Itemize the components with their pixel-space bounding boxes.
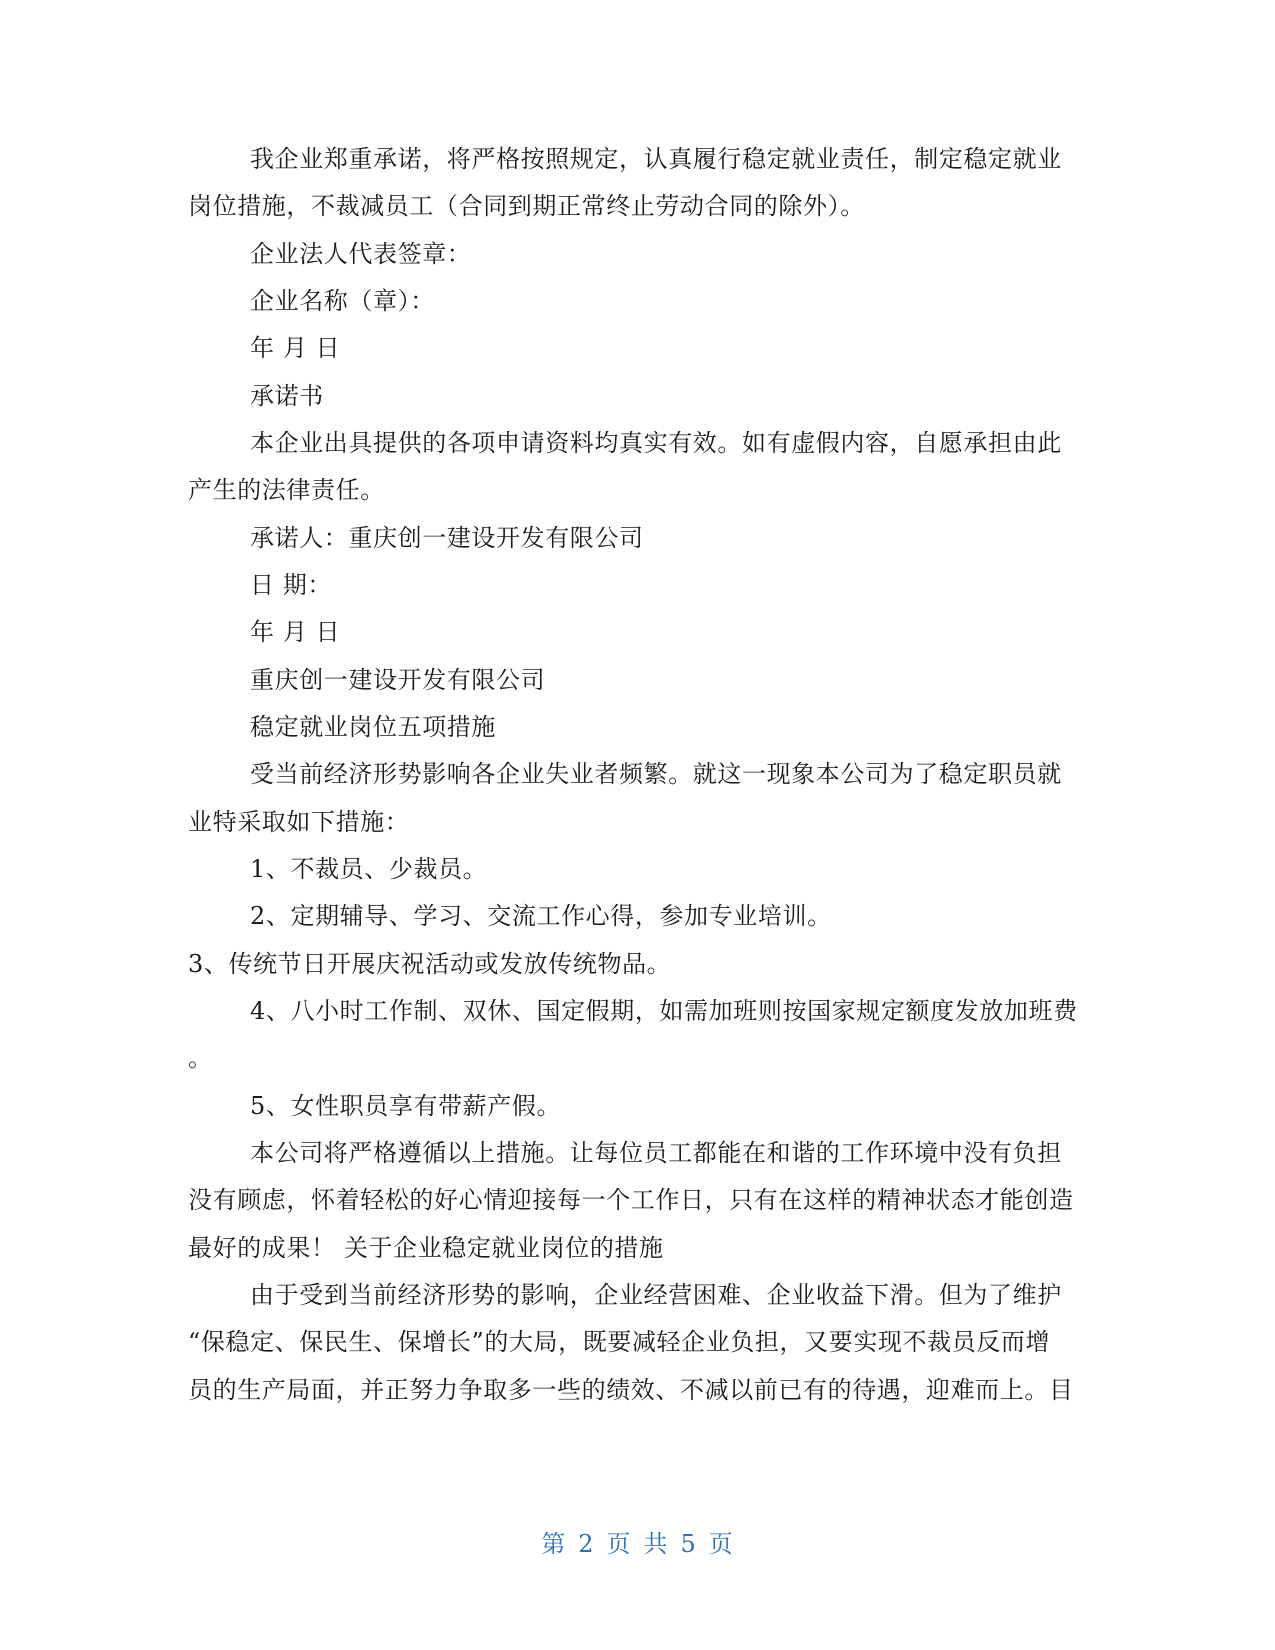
page-footer	[0, 1528, 1275, 1560]
text-line: 年 月 日	[250, 334, 341, 362]
page-total: 5	[680, 1530, 697, 1558]
text-line: 最好的成果！ 关于企业稳定就业岗位的措施	[188, 1234, 664, 1262]
text-line: 企业名称（章）：	[250, 287, 435, 315]
text-line: 日 期：	[250, 571, 333, 599]
heading: 稳定就业岗位五项措施	[250, 713, 496, 741]
list-item: 3、传统节日开展庆祝活动或发放传统物品。	[188, 950, 672, 978]
page-mid: 页	[606, 1530, 632, 1558]
text-line: 。	[188, 1044, 213, 1072]
page-suffix: 页	[708, 1530, 734, 1558]
page-current: 2	[578, 1530, 595, 1558]
text-line: 本企业出具提供的各项申请资料均真实有效。如有虚假内容，自愿承担由此	[250, 429, 1062, 457]
list-item: 2、定期辅导、学习、交流工作心得，参加专业培训。	[250, 902, 832, 930]
text-line: 岗位措施，不裁减员工（合同到期正常终止劳动合同的除外）。	[188, 192, 865, 220]
text-line: 没有顾虑，怀着轻松的好心情迎接每一个工作日，只有在这样的精神状态才能创造	[188, 1186, 1074, 1214]
text-line: 重庆创一建设开发有限公司	[250, 666, 546, 694]
text-line: 年 月 日	[250, 618, 341, 646]
text-line: 受当前经济形势影响各企业失业者频繁。就这一现象本公司为了稳定职员就	[250, 760, 1062, 788]
list-item: 1、不裁员、少裁员。	[250, 855, 488, 883]
text-line: 承诺人：重庆创一建设开发有限公司	[250, 524, 644, 552]
heading: 承诺书	[250, 382, 324, 410]
text-line: “保稳定、保民生、保增长”的大局，既要减轻企业负担，又要实现不裁员反而增	[188, 1328, 1051, 1356]
text-line: 员的生产局面，并正努力争取多一些的绩效、不减以前已有的待遇，迎难而上。目	[188, 1376, 1074, 1404]
text-line: 产生的法律责任。	[188, 476, 385, 504]
page-prefix: 第	[541, 1530, 567, 1558]
text-line: 本公司将严格遵循以上措施。让每位员工都能在和谐的工作环境中没有负担	[250, 1139, 1062, 1167]
list-item: 4、八小时工作制、双休、国定假期，如需加班则按国家规定额度发放加班费	[250, 997, 1078, 1025]
text-line: 业特采取如下措施：	[188, 808, 410, 836]
text-line: 由于受到当前经济形势的影响，企业经营困难、企业收益下滑。但为了维护	[250, 1281, 1062, 1309]
text-line: 我企业郑重承诺，将严格按照规定，认真履行稳定就业责任，制定稳定就业	[250, 145, 1062, 173]
text-line: 企业法人代表签章：	[250, 240, 472, 268]
page-total-prefix: 共	[643, 1530, 669, 1558]
list-item: 5、女性职员享有带薪产假。	[250, 1092, 562, 1120]
